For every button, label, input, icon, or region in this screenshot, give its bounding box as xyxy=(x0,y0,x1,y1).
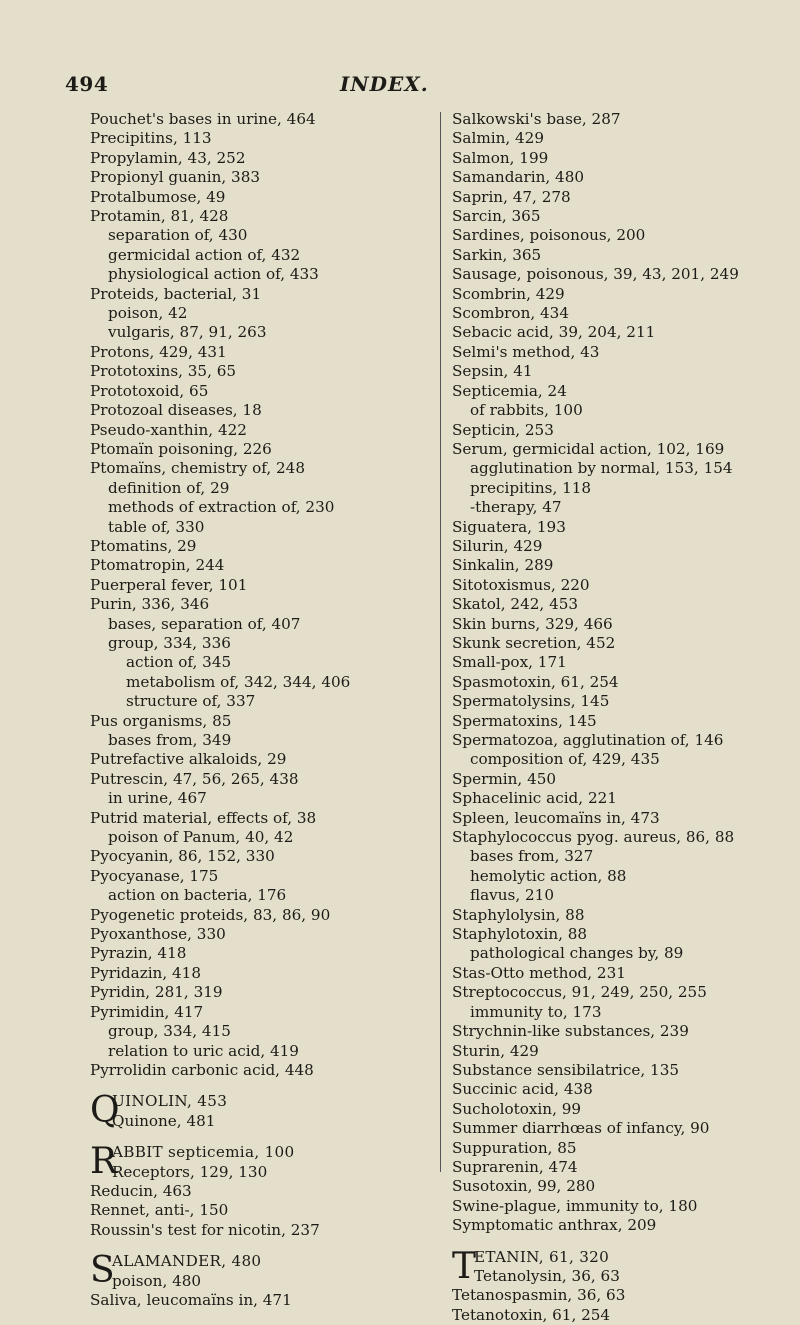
index-entry: Sarcin, 365 xyxy=(452,207,541,226)
section-gap xyxy=(452,1236,772,1248)
index-entry: Putrid material, effects of, 38 xyxy=(90,808,317,827)
index-entry: Pseudo-xanthin, 422 xyxy=(90,420,247,439)
index-entry: Ptomaïn poisoning, 226 xyxy=(90,439,272,458)
index-entry: Streptococcus, 91, 249, 250, 255 xyxy=(452,983,707,1002)
index-entry: Pyrimidin, 417 xyxy=(90,1002,204,1021)
index-entry: Spleen, leucomaïns in, 473 xyxy=(452,808,660,827)
index-subentry: vulgaris, 87, 91, 263 xyxy=(108,323,267,342)
index-subentry: bases from, 327 xyxy=(470,847,594,866)
running-head: INDEX. xyxy=(340,72,429,96)
index-subentry: metabolism of, 342, 344, 406 xyxy=(126,672,351,691)
index-entry: Spermatoxins, 145 xyxy=(452,711,597,730)
index-entry: Saprin, 47, 278 xyxy=(452,187,571,206)
index-entry-text: ALAMANDER, 480 xyxy=(112,1252,262,1271)
index-subentry: group, 334, 336 xyxy=(108,633,231,652)
index-entry: Substance sensibilatrice, 135 xyxy=(452,1060,680,1079)
index-subentry: poison of Panum, 40, 42 xyxy=(108,828,294,847)
index-subentry: immunity to, 173 xyxy=(470,1002,602,1021)
index-entry: Swine-plague, immunity to, 180 xyxy=(452,1196,698,1215)
index-subentry: agglutination by normal, 153, 154 xyxy=(470,459,733,478)
index-entry: Salmin, 429 xyxy=(452,129,545,148)
index-entry: Protozoal diseases, 18 xyxy=(90,401,262,420)
index-entry: Tetanospasmin, 36, 63 xyxy=(452,1286,626,1305)
index-subentry: poison, 480 xyxy=(112,1271,202,1290)
index-entry: Pus organisms, 85 xyxy=(90,711,232,730)
index-entry: Serum, germicidal action, 102, 169 xyxy=(452,439,725,458)
index-entry: Salmon, 199 xyxy=(452,148,549,167)
index-entry: Pyrazin, 418 xyxy=(90,944,187,963)
index-entry: Putrefactive alkaloids, 29 xyxy=(90,750,287,769)
index-subentry: of rabbits, 100 xyxy=(470,401,583,420)
index-entry: Ptomatins, 29 xyxy=(90,536,197,555)
index-entry: Sinkalin, 289 xyxy=(452,556,554,575)
index-entry: Skin burns, 329, 466 xyxy=(452,614,613,633)
index-entry: Pouchet's bases in urine, 464 xyxy=(90,110,316,128)
index-subentry: poison, 42 xyxy=(108,304,188,323)
index-column-right xyxy=(452,110,772,1325)
index-entry: Staphylotoxin, 88 xyxy=(452,925,588,944)
index-subentry: composition of, 429, 435 xyxy=(470,750,660,769)
section-gap xyxy=(90,1080,390,1092)
index-entry: Sepsin, 41 xyxy=(452,362,533,381)
index-subentry: in urine, 467 xyxy=(108,789,207,808)
index-subentry: Receptors, 129, 130 xyxy=(112,1162,268,1181)
index-entry: Precipitins, 113 xyxy=(90,129,212,148)
index-entry: Rennet, anti-, 150 xyxy=(90,1201,229,1220)
index-entry: Prototoxoid, 65 xyxy=(90,381,209,400)
index-subentry: separation of, 430 xyxy=(108,226,248,245)
index-entry: Pyocyanase, 175 xyxy=(90,866,219,885)
index-entry: Propionyl guanin, 383 xyxy=(90,168,261,187)
index-entry: Protalbumose, 49 xyxy=(90,187,226,206)
index-entry: Sarkin, 365 xyxy=(452,245,542,264)
index-entry: Puerperal fever, 101 xyxy=(90,575,248,594)
index-subentry: bases, separation of, 407 xyxy=(108,614,301,633)
index-entry: Small-pox, 171 xyxy=(452,653,567,672)
page-number: 494 xyxy=(65,72,109,96)
index-entry: Spermatozoa, agglutination of, 146 xyxy=(452,731,724,749)
index-entry: Samandarin, 480 xyxy=(452,168,585,187)
index-entry: Pyocyanin, 86, 152, 330 xyxy=(90,847,275,866)
index-entry: Stas-Otto method, 231 xyxy=(452,963,626,982)
index-entry: Pyridazin, 418 xyxy=(90,963,201,982)
index-entry: Sphacelinic acid, 221 xyxy=(452,789,617,808)
index-subentry: pathological changes by, 89 xyxy=(470,944,684,963)
index-entry: Scombron, 434 xyxy=(452,304,570,323)
index-subentry: flavus, 210 xyxy=(470,886,554,905)
index-entry: Propylamin, 43, 252 xyxy=(90,148,246,167)
index-subentry: Tetanolysin, 36, 63 xyxy=(474,1266,620,1285)
index-entry: Protons, 429, 431 xyxy=(90,342,227,361)
index-subentry: definition of, 29 xyxy=(108,478,230,497)
index-entry: Susotoxin, 99, 280 xyxy=(452,1177,596,1196)
index-subentry: relation to uric acid, 419 xyxy=(108,1041,299,1060)
index-entry: Septicin, 253 xyxy=(452,420,554,439)
index-entry: Tetanotoxin, 61, 254 xyxy=(452,1305,611,1324)
index-entry-text: UINOLIN, 453 xyxy=(112,1092,228,1111)
index-subentry: -therapy, 47 xyxy=(470,498,562,517)
index-entry: Selmi's method, 43 xyxy=(452,342,600,361)
index-entry: Septicemia, 24 xyxy=(452,381,567,400)
index-entry: Siguatera, 193 xyxy=(452,517,566,536)
index-entry: Suprarenin, 474 xyxy=(452,1157,578,1176)
index-entry: Roussin's test for nicotin, 237 xyxy=(90,1220,320,1239)
index-entry: Silurin, 429 xyxy=(452,536,543,555)
index-subentry: group, 334, 415 xyxy=(108,1022,231,1041)
index-entry: Salkowski's base, 287 xyxy=(452,110,621,128)
index-entry: Sturin, 429 xyxy=(452,1041,539,1060)
drop-cap-letter: S xyxy=(90,1250,115,1292)
index-entry: Putrescin, 47, 56, 265, 438 xyxy=(90,769,299,788)
section-gap xyxy=(90,1240,390,1252)
drop-cap-letter: R xyxy=(90,1141,118,1183)
index-entry: Staphylolysin, 88 xyxy=(452,905,585,924)
index-entry: Suppuration, 85 xyxy=(452,1138,577,1157)
index-entry-text: ABBIT septicemia, 100 xyxy=(112,1143,295,1162)
index-entry: Protamin, 81, 428 xyxy=(90,207,229,226)
index-subentry: precipitins, 118 xyxy=(470,478,592,497)
index-entry: Succinic acid, 438 xyxy=(452,1080,593,1099)
index-entry: Proteids, bacterial, 31 xyxy=(90,284,262,303)
index-entry-text: ETANIN, 61, 320 xyxy=(474,1247,610,1266)
index-subentry: action of, 345 xyxy=(126,653,232,672)
drop-cap-letter: T xyxy=(452,1245,477,1287)
index-entry: Sitotoxismus, 220 xyxy=(452,575,590,594)
index-entry: Sucholotoxin, 99 xyxy=(452,1099,582,1118)
drop-cap-letter: Q xyxy=(90,1090,120,1132)
index-entry: Sardines, poisonous, 200 xyxy=(452,226,646,245)
index-entry: Ptomaïns, chemistry of, 248 xyxy=(90,459,305,478)
index-subentry: methods of extraction of, 230 xyxy=(108,498,335,517)
index-entry: Purin, 336, 346 xyxy=(90,595,210,614)
index-entry: Saliva, leucomaïns in, 471 xyxy=(90,1290,292,1309)
index-entry: Spasmotoxin, 61, 254 xyxy=(452,672,619,691)
index-subentry: bases from, 349 xyxy=(108,731,232,749)
index-entry: Reducin, 463 xyxy=(90,1181,192,1200)
index-entry: Skatol, 242, 453 xyxy=(452,595,579,614)
index-entry: Pyogenetic proteids, 83, 86, 90 xyxy=(90,905,331,924)
index-entry: Sausage, poisonous, 39, 43, 201, 249 xyxy=(452,265,739,284)
index-subentry: germicidal action of, 432 xyxy=(108,245,301,264)
index-entry: Prototoxins, 35, 65 xyxy=(90,362,237,381)
section-gap xyxy=(90,1131,390,1143)
index-subentry: hemolytic action, 88 xyxy=(470,866,627,885)
index-entry: Skunk secretion, 452 xyxy=(452,633,616,652)
index-entry: Scombrin, 429 xyxy=(452,284,565,303)
index-entry: Spermin, 450 xyxy=(452,769,557,788)
index-entry: Spermatolysins, 145 xyxy=(452,692,610,711)
index-entry: Staphylococcus pyog. aureus, 86, 88 xyxy=(452,828,735,847)
index-subentry: structure of, 337 xyxy=(126,692,256,711)
index-entry: Pyrrolidin carbonic acid, 448 xyxy=(90,1060,314,1079)
index-subentry: table of, 330 xyxy=(108,517,205,536)
index-entry: Symptomatic anthrax, 209 xyxy=(452,1216,657,1235)
index-entry: Pyoxanthose, 330 xyxy=(90,925,226,944)
index-entry: Pyridin, 281, 319 xyxy=(90,983,223,1002)
index-entry: Ptomatropin, 244 xyxy=(90,556,225,575)
index-subentry: Quinone, 481 xyxy=(112,1111,216,1130)
index-entry: Strychnin-like substances, 239 xyxy=(452,1022,689,1041)
index-entry: Summer diarrhœas of infancy, 90 xyxy=(452,1119,710,1138)
index-subentry: action on bacteria, 176 xyxy=(108,886,287,905)
column-divider xyxy=(440,112,441,1172)
index-entry: Sebacic acid, 39, 204, 211 xyxy=(452,323,656,342)
index-column-left xyxy=(90,110,390,1310)
index-subentry: physiological action of, 433 xyxy=(108,265,319,284)
